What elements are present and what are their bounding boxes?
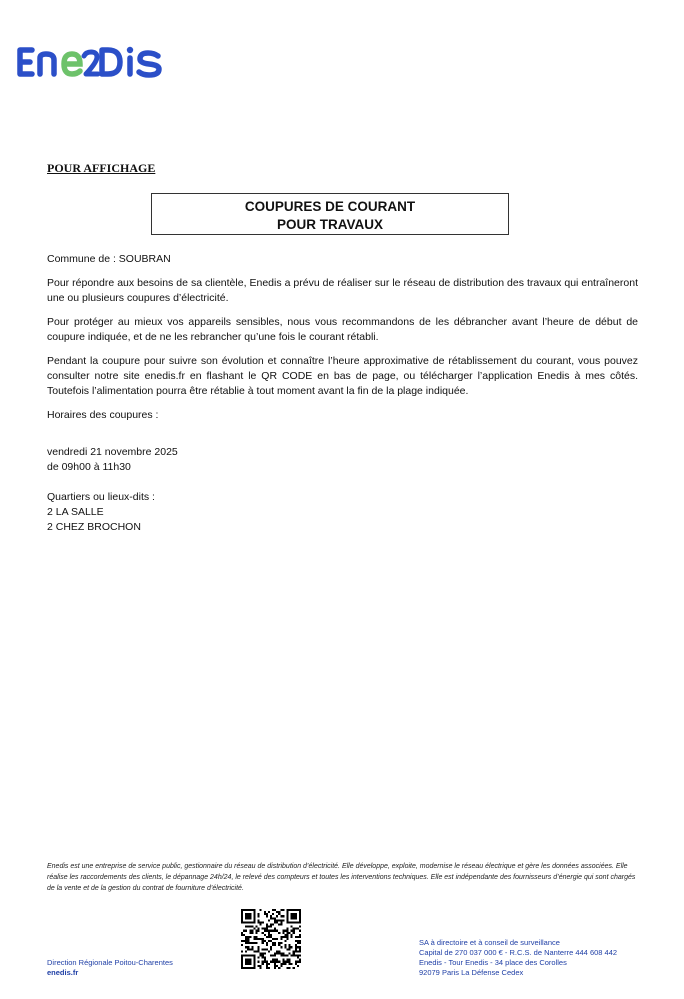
schedule-date: vendredi 21 novembre 2025 bbox=[47, 446, 178, 458]
places-label: Quartiers ou lieux-dits : bbox=[47, 491, 155, 503]
place-item: 2 LA SALLE bbox=[47, 506, 104, 518]
footer-company-info bbox=[419, 938, 617, 978]
paragraph-1: Pour répondre aux besoins de sa clientèle, Enedis a prévu de réaliser sur le réseau de distribution des travaux qui entraîneront une ou plusieurs coupures d’électricité. bbox=[47, 277, 638, 304]
qr-code-icon[interactable] bbox=[241, 909, 301, 969]
paragraph-3: Pendant la coupure pour suivre son évolution et connaître l’heure approximative de rétablissement du courant, vous pouvez consulter notre site enedis.fr en flashant le QR CODE en bas de page, ou télécharger l’application Enedis à mes côtés. Toutefois l’alimentation pourra être rétablie à tout moment avant la fin de la plage indiquée. bbox=[47, 355, 638, 397]
footer-company-line: 92079 Paris La Défense Cedex bbox=[419, 968, 524, 977]
place-item: 2 CHEZ BROCHON bbox=[47, 521, 141, 533]
paragraph-2: Pour protéger au mieux vos appareils sensibles, nous vous recommandons de les débrancher avant l’heure de début de coupure indiquée, et de ne les rebrancher qu’une fois le courant rétabli. bbox=[47, 316, 638, 343]
pour-affichage-label: POUR AFFICHAGE bbox=[47, 161, 156, 175]
footer-direction: Direction Régionale Poitou-Charentes bbox=[47, 958, 173, 967]
schedule-time: de 09h00 à 11h30 bbox=[47, 461, 131, 473]
notice-body bbox=[47, 252, 638, 535]
footer-left bbox=[47, 958, 173, 978]
header-dashed-line bbox=[168, 74, 684, 77]
footer-website-link[interactable]: enedis.fr bbox=[47, 968, 79, 977]
legal-notice: Enedis est une entreprise de service public, gestionnaire du réseau de distribution d’électricité. Elle développe, exploite, modernise le réseau électrique et gère les données associées. Elle réalise les raccordements des clients, le dépannage 24h/24, le relevé des compteurs et toutes les interventions techniques. Elle est indépendante des fournisseurs d’énergie qui sont chargés de la vente et de la gestion du contrat de fourniture d’électricité. bbox=[47, 863, 636, 892]
footer-company-line: SA à directoire et à conseil de surveillance bbox=[419, 938, 560, 947]
places-block bbox=[47, 490, 638, 535]
enedis-logo bbox=[14, 44, 164, 80]
commune: Commune de : SOUBRAN bbox=[47, 253, 171, 265]
schedule-label: Horaires des coupures : bbox=[47, 409, 159, 421]
footer-company-line: Capital de 270 037 000 € - R.C.S. de Nanterre 444 608 442 bbox=[419, 948, 618, 957]
footer-company-line: Enedis - Tour Enedis - 34 place des Corolles bbox=[419, 958, 567, 967]
notice-title-line2: POUR TRAVAUX bbox=[276, 217, 383, 232]
notice-title-line1: COUPURES DE COURANT bbox=[244, 199, 416, 214]
schedule-block bbox=[47, 445, 638, 475]
notice-title-box bbox=[151, 193, 509, 235]
